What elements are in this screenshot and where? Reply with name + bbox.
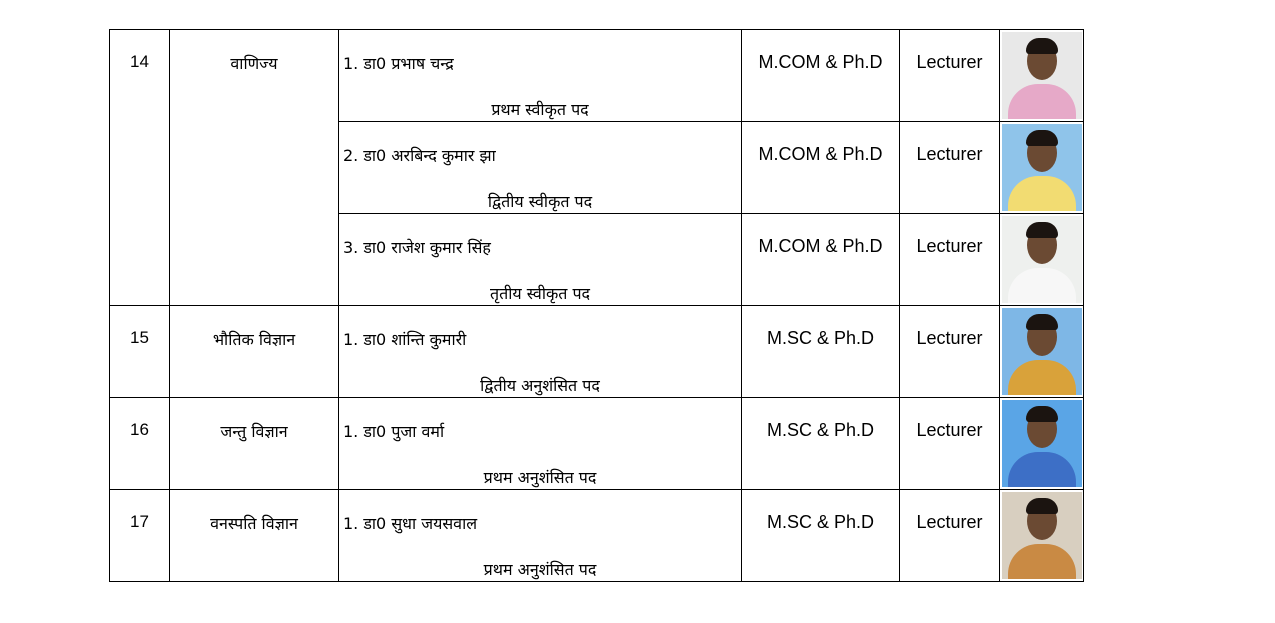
post-type: प्रथम अनुशंसित पद [483,560,597,579]
post-type: द्वितीय अनुशंसित पद [480,376,600,395]
designation: Lecturer [900,122,1000,214]
designation: Lecturer [900,214,1000,306]
qualification: M.SC & Ph.D [742,490,900,582]
faculty-name: 1. डा0 शांन्ति कुमारी [343,330,467,349]
faculty-table-body [110,30,1084,582]
faculty-photo-cell [1000,122,1084,214]
faculty-name-cell [339,490,742,582]
faculty-name: 3. डा0 राजेश कुमार सिंह [343,238,491,257]
faculty-photo [1002,32,1082,119]
designation: Lecturer [900,30,1000,122]
table-row [110,490,1084,582]
table-row [110,398,1084,490]
post-type: तृतीय स्वीकृत पद [489,284,591,303]
qualification: M.COM & Ph.D [742,122,900,214]
table-row [110,30,1084,122]
faculty-table [109,29,1084,582]
faculty-name-cell [339,306,742,398]
serial-number: 16 [110,398,170,490]
subject-name: वाणिज्य [170,30,339,306]
faculty-photo-cell [1000,490,1084,582]
qualification: M.SC & Ph.D [742,398,900,490]
subject-name: वनस्पति विज्ञान [170,490,339,582]
serial-number: 14 [110,30,170,306]
faculty-name: 2. डा0 अरबिन्द कुमार झा [343,146,496,165]
faculty-photo [1002,308,1082,395]
post-type: द्वितीय स्वीकृत पद [487,192,593,211]
faculty-photo-cell [1000,214,1084,306]
faculty-name-cell [339,122,742,214]
table-row [110,306,1084,398]
designation: Lecturer [900,398,1000,490]
post-type: प्रथम स्वीकृत पद [491,100,589,119]
post-type: प्रथम अनुशंसित पद [483,468,597,487]
faculty-photo [1002,492,1082,579]
faculty-photo [1002,400,1082,487]
faculty-name: 1. डा0 प्रभाष चन्द्र [343,54,454,73]
subject-name: जन्तु विज्ञान [170,398,339,490]
faculty-photo-cell [1000,30,1084,122]
qualification: M.SC & Ph.D [742,306,900,398]
faculty-photo-cell [1000,398,1084,490]
faculty-photo [1002,216,1082,303]
faculty-name-cell [339,214,742,306]
qualification: M.COM & Ph.D [742,214,900,306]
designation: Lecturer [900,490,1000,582]
serial-number: 15 [110,306,170,398]
faculty-name: 1. डा0 पुजा वर्मा [343,422,445,441]
faculty-name-cell [339,398,742,490]
serial-number: 17 [110,490,170,582]
designation: Lecturer [900,306,1000,398]
subject-name: भौतिक विज्ञान [170,306,339,398]
qualification: M.COM & Ph.D [742,30,900,122]
faculty-name: 1. डा0 सुधा जयसवाल [343,514,478,533]
faculty-name-cell [339,30,742,122]
faculty-photo [1002,124,1082,211]
faculty-photo-cell [1000,306,1084,398]
